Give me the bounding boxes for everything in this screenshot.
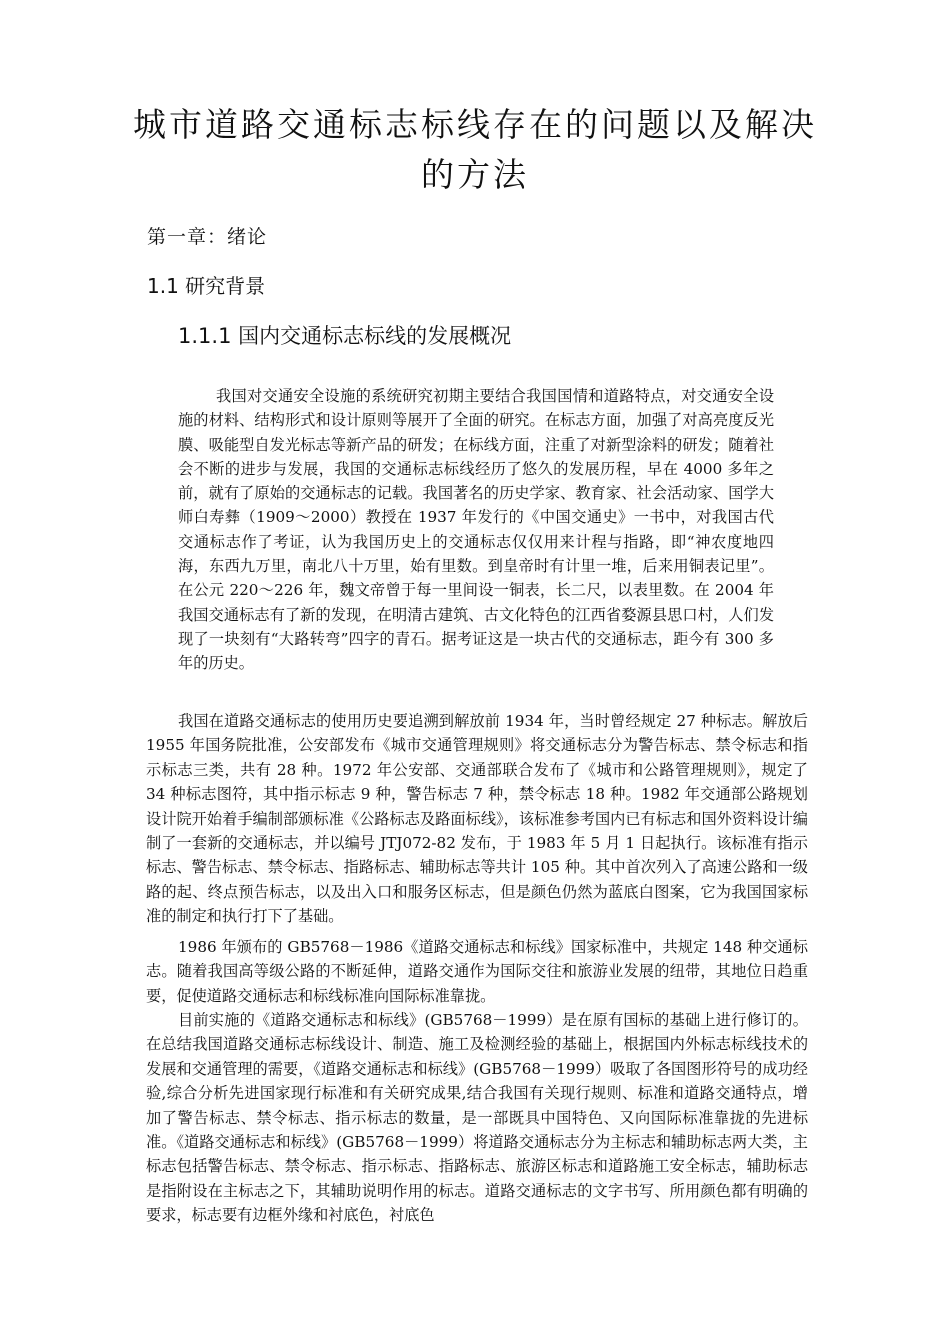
chapter-heading: 第一章：绪论 bbox=[147, 226, 268, 248]
paragraph-gb5768-1999: 目前实施的《道路交通标志和标线》(GB5768－1999）是在原有国标的基础上进行修订的。在总结我国道路交通标志标线设计、制造、施工及检测经验的基础上，根据国内外标志标线技术的发展和交通管理的需要，《道路交通标志和标线》(GB5768－1999）吸取了各国图形符号的成功经验,综合分析先进国家现行标准和有关研究成果,结合我国有关现行规则、标准和道路交通特点，增加了警告标志、禁令标志、指示标志的数量，是一部既具中国特色、又向国际标准靠拢的先进标准。《道路交通标志和标线》(GB5768－1999）将道路交通标志分为主标志和辅助标志两大类，主标志包括警告标志、禁令标志、指示标志、指路标志、旅游区标志和道路施工安全标志，辅助标志是指附设在主标志之下，其辅助说明作用的标志。道路交通标志的文字书写、所用颜色都有明确的要求，标志要有边框外缘和衬底色，衬底色 bbox=[146, 1011, 808, 1225]
section-heading: 1.1 研究背景 bbox=[147, 274, 266, 298]
document-title: 城市道路交通标志标线存在的问题以及解决的方法 bbox=[133, 105, 817, 194]
paragraph-gb5768-1986: 1986 年颁布的 GB5768－1986《道路交通标志和标线》国家标准中，共规定 148 种交通标志。随着我国高等级公路的不断延伸，道路交通作为国际交往和旅游业发展的纽带，其地位日趋重要，促使道路交通标志和标线标准向国际标准靠拢。 bbox=[146, 938, 808, 1005]
paragraph-standards-history: 我国在道路交通标志的使用历史要追溯到解放前 1934 年，当时曾经规定 27 种标志。解放后 1955 年国务院批准，公安部发布《城市交通管理规则》将交通标志分为警告标志、禁令标志和指示标志三类，共有 28 种。1972 年公安部、交通部联合发布了《城市和公路管理规则》，规定了 34 种标志图符，其中指示标志 9 种，警告标志 7 种，禁令标志 18 种。1982 年交通部公路规划设计院开始着手编制部颁标准《公路标志及路面标线》，该标准参考国内已有标志和国外资料设计编制了一套新的交通标志，并以编号 JTJ072-82 发布，于 1983 年 5 月 1 日起执行。该标准有指示标志、警告标志、禁令标志、指路标志、辅助标志等共计 105 种。其中首次列入了高速公路和一级路的起、终点预告标志，以及出入口和服务区标志，但是颜色仍然为蓝底白图案，它为我国国家标准的制定和执行打下了基础。 bbox=[146, 712, 808, 926]
paragraph-history-overview: 我国对交通安全设施的系统研究初期主要结合我国国情和道路特点，对交通安全设施的材料、结构形式和设计原则等展开了全面的研究。在标志方面，加强了对高亮度反光膜、吸能型自发光标志等新产品的研发；在标线方面，注重了对新型涂料的研发；随着社会不断的进步与发展，我国的交通标志标线经历了悠久的发展历程，早在 4000 多年之前，就有了原始的交通标志的记载。我国著名的历史学家、教育家、社会活动家、国学大师白寿彝（1909～2000）教授在 1937 年发行的《中国交通史》一书中，对我国古代交通标志作了考证，认为我国历史上的交通标志仅仅用来计程与指路，即“神农度地四海，东西九万里，南北八十万里，始有里数。到皇帝时有计里一堆，后来用铜表记里”。在公元 220～226 年，魏文帝曾于每一里间设一铜表，长二尺，以表里数。在 2004 年我国交通标志有了新的发现，在明清古建筑、古文化特色的江西省婺源县思口村，人们发现了一块刻有“大路转弯”四字的青石。据考证这是一块古代的交通标志，距今有 300 多年的历史。 bbox=[178, 387, 774, 673]
subsection-heading: 1.1.1 国内交通标志标线的发展概况 bbox=[178, 324, 512, 348]
